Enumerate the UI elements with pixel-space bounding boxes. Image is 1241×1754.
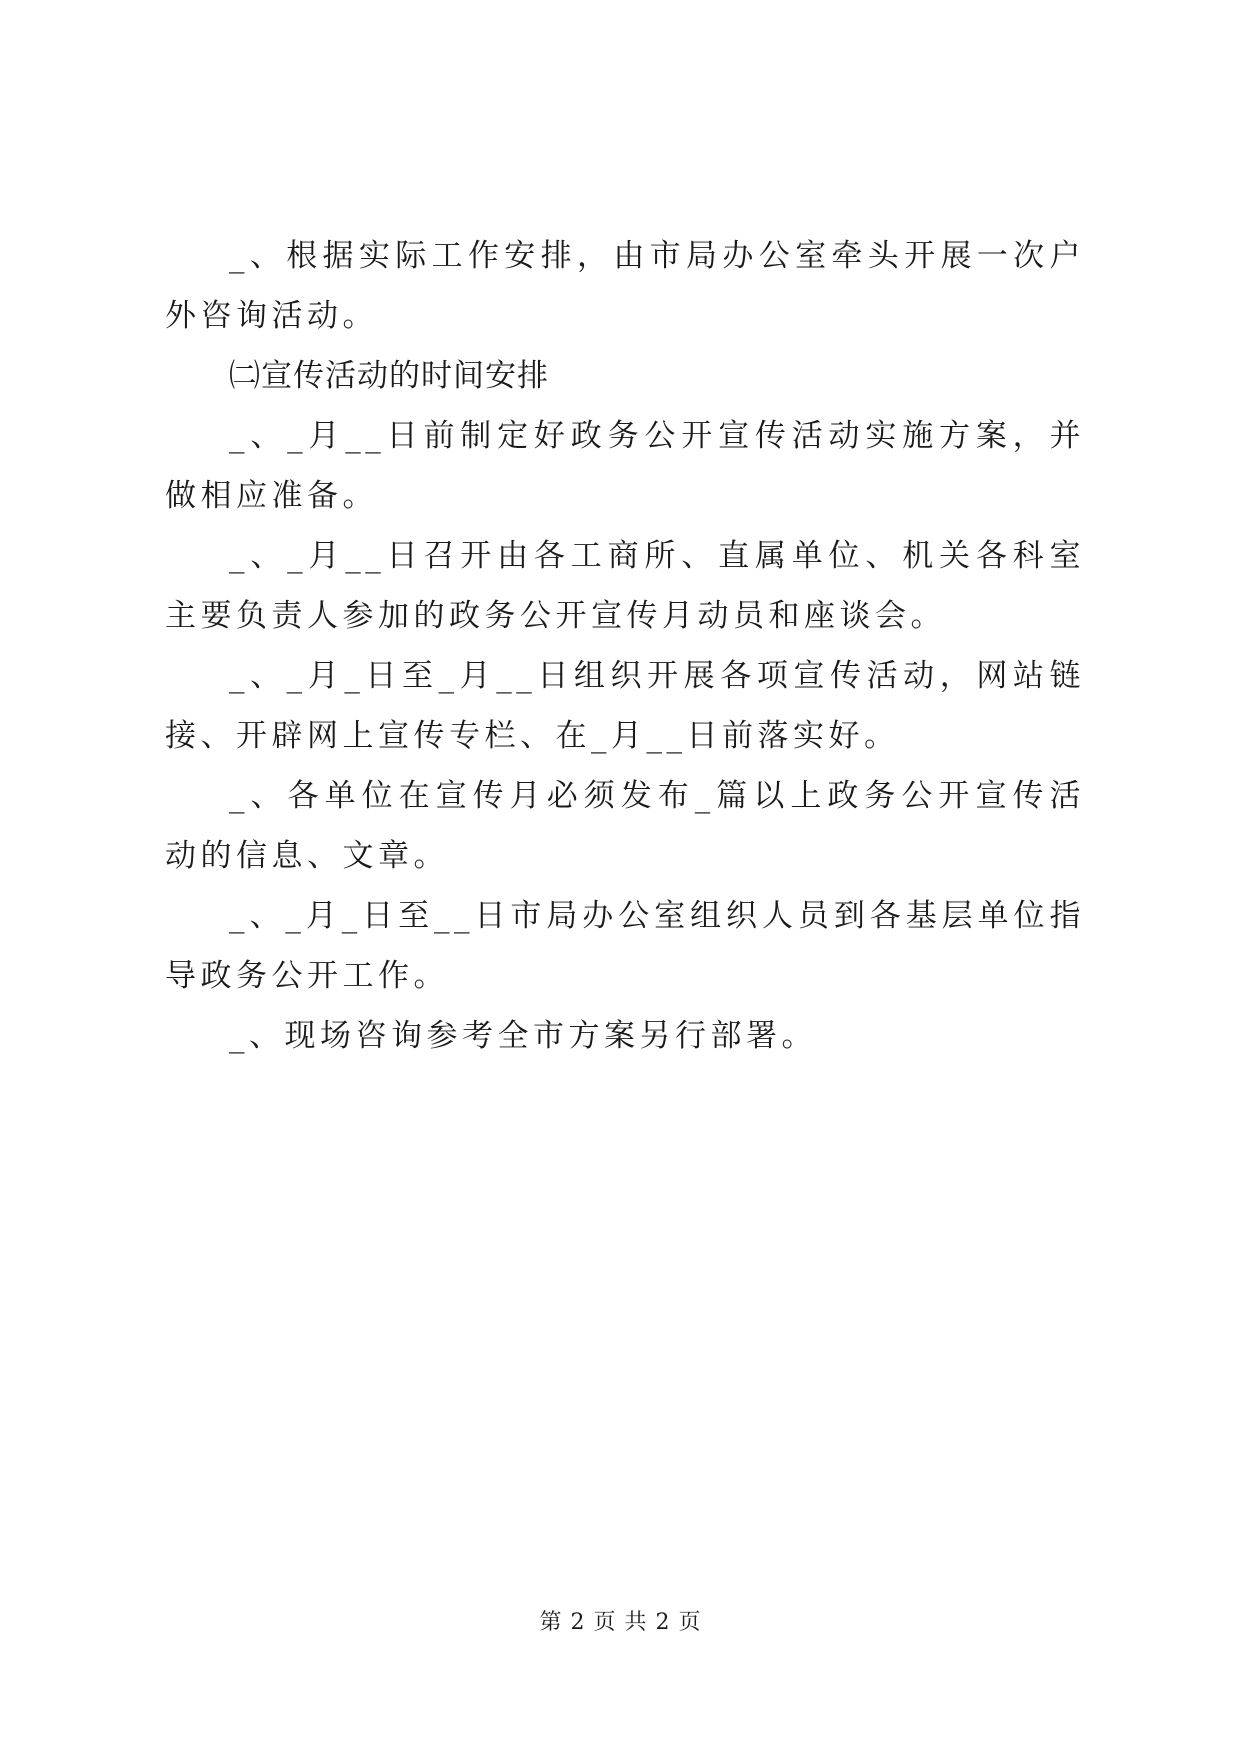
paragraph-plan-preparation: _、_月__日前制定好政务公开宣传活动实施方案，并做相应准备。 xyxy=(165,418,1085,514)
paragraph-onsite-consultation: _、现场咨询参考全市方案另行部署。 xyxy=(229,1018,817,1054)
page-number-footer: 第 2 页 共 2 页 xyxy=(539,1610,702,1635)
paragraph-guidance-visits: _、_月_日至__日市局办公室组织人员到各基层单位指导政务公开工作。 xyxy=(165,898,1085,994)
paragraph-publish-articles: _、各单位在宣传月必须发布_篇以上政务公开宣传活动的信息、文章。 xyxy=(165,778,1085,874)
paragraph-publicity-activities: _、_月_日至_月__日组织开展各项宣传活动，网站链接、开辟网上宣传专栏、在_月__日前落实好。 xyxy=(165,658,1085,754)
section-heading-schedule: ㈡宣传活动的时间安排 xyxy=(229,358,549,394)
paragraph-outdoor-consultation: _、根据实际工作安排，由市局办公室牵头开展一次户外咨询活动。 xyxy=(165,238,1085,334)
paragraph-mobilization-meeting: _、_月__日召开由各工商所、直属单位、机关各科室主要负责人参加的政务公开宣传月动员和座谈会。 xyxy=(165,538,1085,634)
document-body xyxy=(165,226,1085,1066)
